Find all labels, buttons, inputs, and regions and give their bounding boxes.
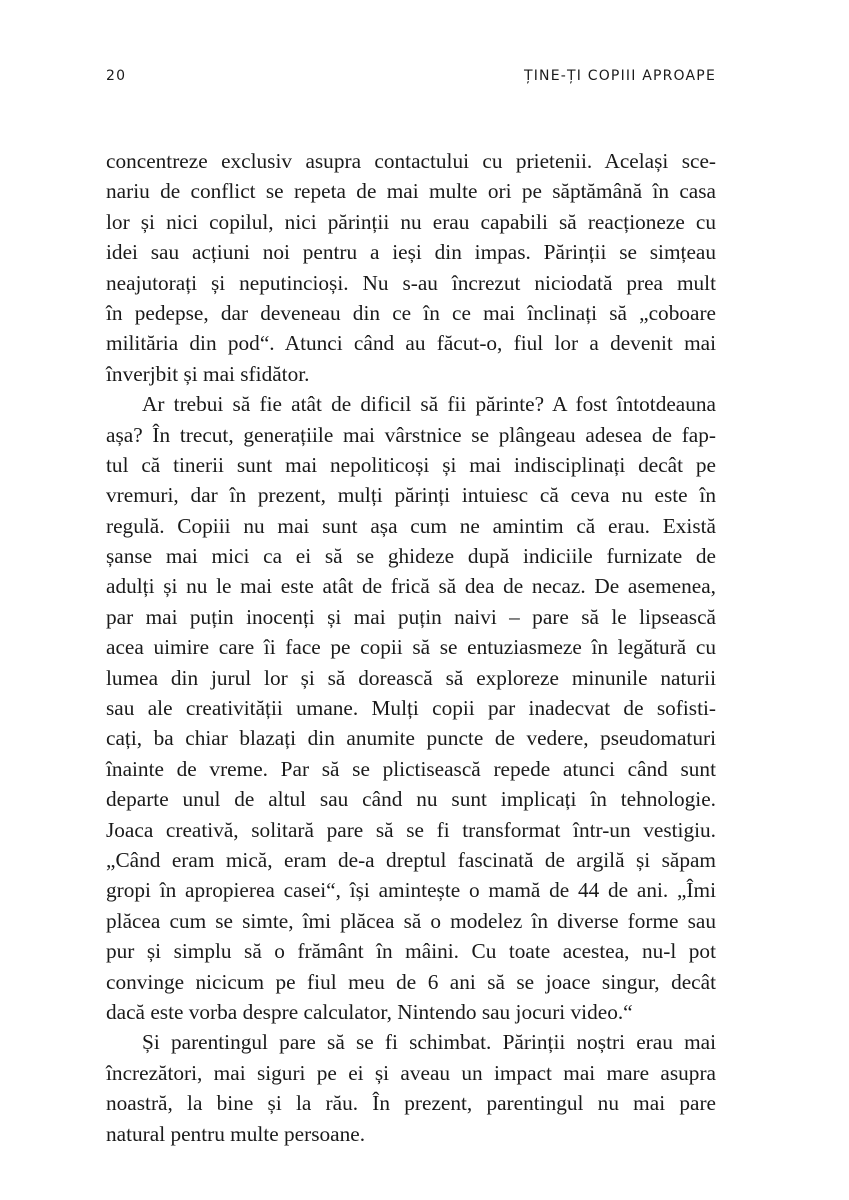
text-line: milităria din pod“. Atunci când au făcut-o, fiul lor a devenit mai: [106, 331, 716, 356]
text-line: par mai puțin inocenți și mai puțin naivi – pare să le lipsească: [106, 604, 716, 629]
text-line: idei sau acțiuni noi pentru a ieși din impas. Părinții se simțeau: [106, 240, 716, 265]
text-line: regulă. Copiii nu mai sunt așa cum ne amintim că erau. Există: [106, 513, 716, 538]
text-line: natural pentru multe persoane.: [106, 1121, 366, 1146]
text-line: tul că tinerii sunt mai nepoliticoși și mai indisciplinați decât pe: [106, 452, 716, 477]
text-line: lumea din jurul lor și să dorească să exploreze minunile naturii: [106, 665, 716, 690]
text-line: sau ale creativității umane. Mulți copii par inadecvat de sofisti-: [106, 696, 716, 721]
text-line: pur și simplu să o frământ în mâini. Cu toate acestea, nu-l pot: [106, 939, 716, 964]
text-line: Joaca creativă, solitară pare să se fi transformat într-un vestigiu.: [106, 817, 716, 842]
page-number: 20: [106, 68, 127, 84]
text-line: cați, ba chiar blazați din anumite puncte de vedere, pseudomaturi: [106, 726, 716, 751]
text-line: concentreze exclusiv asupra contactului cu prietenii. Același sce-: [106, 149, 716, 173]
running-title: ȚINE-ȚI COPIII APROAPE: [523, 68, 716, 84]
text-line: plăcea cum se simte, îmi plăcea să o modelez în diverse forme sau: [106, 908, 716, 933]
text-line: în pedepse, dar deveneau din ce în ce mai înclinați să „coboare: [106, 300, 716, 325]
running-header: [106, 68, 716, 90]
text-line: acea uimire care îi face pe copii să se entuziasmeze în legătură cu: [106, 635, 716, 660]
text-line: adulți și nu le mai este atât de frică să dea de necaz. De asemenea,: [106, 574, 716, 599]
text-line: lor și nici copilul, nici părinții nu erau capabili să reacționeze cu: [106, 209, 716, 234]
text-line: departe unul de altul sau când nu sunt implicați în tehnologie.: [106, 787, 716, 812]
text-line: nariu de conflict se repeta de mai multe ori pe săptămână în casa: [106, 179, 716, 204]
text-line: așa? În trecut, generațiile mai vârstnice se plângeau adesea de fap-: [106, 422, 716, 447]
text-line: neajutorați și neputincioși. Nu s-au încrezut niciodată prea mult: [106, 270, 716, 295]
text-line: încrezători, mai siguri pe ei și aveau un impact mai mare asupra: [106, 1060, 716, 1085]
body-text: [106, 146, 716, 1149]
text-line: vremuri, dar în prezent, mulți părinți intuiesc că ceva nu este în: [106, 483, 716, 508]
text-line: înainte de vreme. Par să se plictisească repede atunci când sunt: [106, 756, 716, 781]
text-line: dacă este vorba despre calculator, Nintendo sau jocuri video.“: [106, 999, 633, 1024]
text-line: șanse mai mici ca ei să se ghideze după indiciile furnizate de: [106, 544, 716, 569]
text-line: înverjbit și mai sfidător.: [106, 361, 310, 386]
text-line: Ar trebui să fie atât de dificil să fii părinte? A fost întotdeauna: [142, 392, 716, 417]
text-line: convinge nicicum pe fiul meu de 6 ani să se joace singur, decât: [106, 969, 716, 994]
text-line: Și parentingul pare să se fi schimbat. Părinții noștri erau mai: [142, 1030, 716, 1055]
text-line: noastră, la bine și la rău. În prezent, parentingul nu mai pare: [106, 1091, 716, 1116]
text-line: „Când eram mică, eram de-a dreptul fascinată de argilă și săpam: [106, 847, 716, 872]
text-line: gropi în apropierea casei“, își amintește o mamă de 44 de ani. „Îmi: [106, 878, 716, 903]
